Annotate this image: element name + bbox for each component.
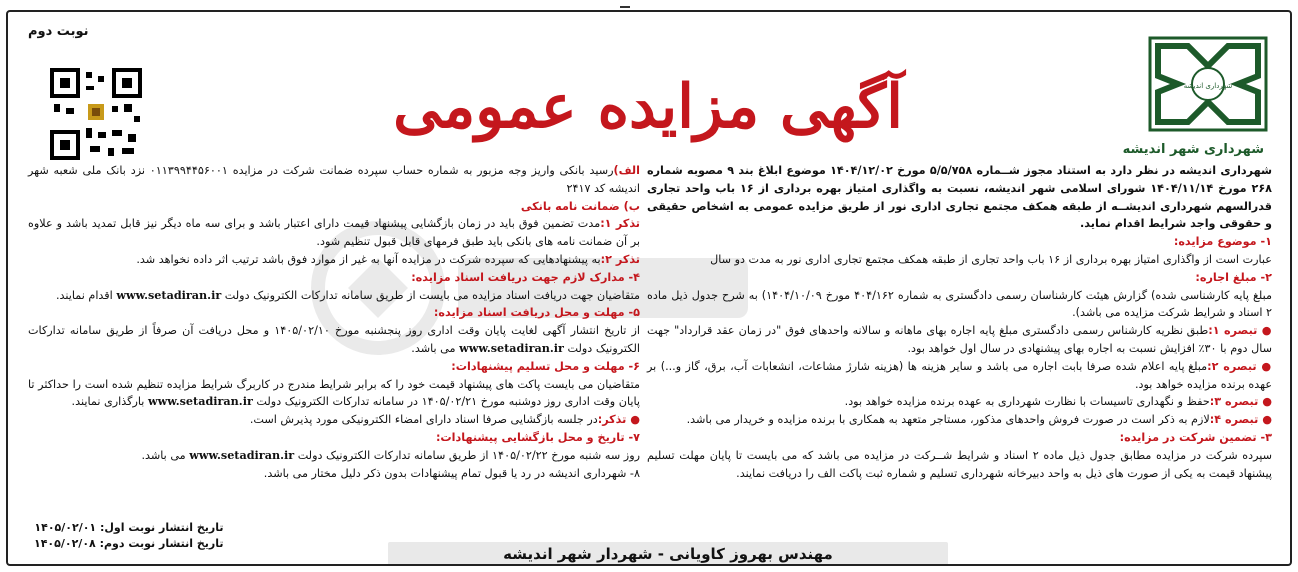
second-publication-date: تاریخ انتشار نوبت دوم: ۱۴۰۵/۰۲/۰۸ bbox=[34, 537, 224, 550]
reminder-1-label: تذکر ۱: bbox=[600, 217, 640, 231]
note-4 bbox=[647, 411, 1272, 429]
section-5-pre: از تاریخ انتشار آگهی لغایت پایان وقت اداری روز پنجشنبه مورخ ۱۴۰۵/۰۲/۱۰ و محل دریافت آن صرفاً از طریق سامانه تدارکات الکترونیک دولت bbox=[28, 324, 640, 355]
reminder-3-label: ● تذکر: bbox=[597, 413, 640, 427]
setadiran-link[interactable]: www.setadiran.ir bbox=[147, 394, 253, 409]
section-4-post: اقدام نمایند. bbox=[55, 288, 113, 302]
section-2-title: ۲- مبلغ اجاره: bbox=[1195, 270, 1272, 284]
note-3-label: ● تبصره ۳: bbox=[1209, 395, 1272, 409]
page-top-mark bbox=[620, 0, 630, 8]
publication-dates bbox=[34, 520, 224, 552]
note-1 bbox=[647, 322, 1272, 358]
section-8-text: ۸- شهرداری اندیشه در رد یا قبول تمام پیشنهادات بدون ذکر دلیل مختار می باشد. bbox=[263, 466, 640, 480]
reminder-1 bbox=[28, 215, 640, 251]
option-a-text: رسید بانکی واریز وجه مزبور به شماره حساب سپرده ضمانت شرکت در مزایده ۰۱۱۳۹۹۴۴۵۶۰۰۱ نزد بانک ملی شعبه شهر اندیشه کد ۲۴۱۷ bbox=[28, 164, 640, 195]
reminder-3-text: در جلسه بازگشایی صرفا اسناد دارای امضاء الکترونیکی مورد پذیرش است. bbox=[249, 413, 598, 427]
option-a-label: الف) bbox=[613, 164, 640, 177]
section-6-post: بارگذاری نمایند. bbox=[71, 395, 145, 409]
section-5-text bbox=[28, 322, 640, 358]
note-3 bbox=[647, 393, 1272, 411]
section-1-text: عبارت است از واگذاری امتیاز بهره برداری از ۱۶ باب واحد تجاری از طبقه همکف مجتمع تجاری اداری نور به مدت دو سال bbox=[710, 252, 1272, 266]
note-2 bbox=[647, 358, 1272, 394]
section-6-text bbox=[28, 376, 640, 412]
section-7-pre: روز سه شنبه مورخ ۱۴۰۵/۰۲/۲۲ از طریق سامانه تدارکات الکترونیک دولت bbox=[297, 448, 640, 462]
note-2-label: ● تبصره ۲: bbox=[1207, 359, 1272, 373]
right-column bbox=[647, 162, 1272, 482]
section-4-pre: متقاضیان جهت دریافت اسناد مزایده می بایست از طریق سامانه تدارکات الکترونیک دولت bbox=[224, 288, 640, 302]
org-name: شهرداری شهر اندیشه bbox=[1122, 142, 1264, 157]
section-5-title: ۵- مهلت و محل دریافت اسناد مزایده: bbox=[433, 306, 640, 320]
section-5-post: می باشد. bbox=[411, 341, 456, 355]
reminder-1-text: مدت تضمین فوق باید در زمان بازگشایی پیشنهاد قیمت دارای اعتبار باشد و برای سه ماه دیگر نیز قابل تمدید باشد و علاوه بر آن ضمانت نامه های بانکی باید طبق فرمهای قابل قبول تنظیم شود. bbox=[28, 217, 640, 249]
reminder-2 bbox=[28, 251, 640, 269]
option-a bbox=[28, 162, 640, 198]
reminder-3 bbox=[28, 411, 640, 429]
section-3-title: ۳- تضمین شرکت در مزایده: bbox=[1119, 430, 1272, 444]
qr-code-icon bbox=[50, 68, 142, 160]
note-1-label: ● تبصره ۱: bbox=[1208, 324, 1272, 338]
page-title: آگهی مزایده عمومی bbox=[393, 72, 903, 142]
section-6-title: ۶- مهلت و محل تسلیم پیشنهادات: bbox=[451, 359, 640, 373]
municipality-emblem-icon bbox=[1148, 36, 1268, 132]
reminder-2-text: به پیشنهادهایی که سپرده شرکت در مزایده آنها به غیر از موارد فوق باشد ترتیب اثر داده نخواهد شد. bbox=[136, 252, 601, 266]
section-7-text bbox=[28, 447, 640, 465]
reminder-2-label: تذکر ۲: bbox=[600, 252, 640, 266]
note-1-text: طبق نظریه کارشناس رسمی دادگستری مبلغ پایه اجاره بهای ماهانه و سالانه واحدهای فوق "در زمان عقد قرارداد" جهت سال دوم با ۳۰٪ افزایش نسبت به اجاره بهای پیشنهادی در سال اول خواهد بود. bbox=[647, 324, 1272, 355]
note-4-text: لازم به ذکر است در صورت فروش واحدهای مذکور، مستاجر متعهد به همکاری با برنده مزایده و خریدار می باشد. bbox=[686, 413, 1210, 427]
section-3-text: سپرده شرکت در مزایده مطابق جدول ذیل ماده ۲ اسناد و شرایط شــرکت در مزایده می باشد که می بایست تا پایان مهلت تسلیم پیشنهاد قیمت به یکی از صورت های ذیل به واحد دبیرخانه شهرداری تسلیم و شماره ثبت پاکت الف را دریافت نمایند. bbox=[647, 448, 1273, 480]
svg-text:شهرداری اندیشه: شهرداری اندیشه bbox=[1183, 82, 1233, 90]
section-6-pre: متقاضیان می بایست پاکت های پیشنهاد قیمت خود را که برابر شرایط مندرج در کاربرگ شرایط مزایده تنظیم شده است را حداکثر تا پایان وقت اداری روز دوشنبه مورخ ۱۴۰۵/۰۲/۲۱ در سامانه تدارکات الکترونیک دولت bbox=[28, 377, 640, 409]
left-column bbox=[28, 162, 640, 482]
intro-paragraph: شهرداری اندیشه در نظر دارد به استناد مجوز شــماره ۵/۵/۷۵۸ مورخ ۱۴۰۴/۱۲/۰۲ موضوع ابلاغ بند ۹ مصوبه شماره ۲۶۸ مورخ ۱۴۰۴/۱۱/۱۴ شورای اسلامی شهر اندیشه، نسبت به واگذاری امتیاز بهره برداری از ۱۶ باب واحد تجاری قدرالسهم شهرداری اندیشــه از طبقه همکف مجتمع تجاری اداری نور از طریق مزایده عمومی به اشخاص حقیقی و حقوقی واجد شرایط اقدام نماید. bbox=[647, 164, 1273, 231]
section-4-title: ۴- مدارک لازم جهت دریافت اسناد مزایده: bbox=[411, 270, 640, 284]
section-4-text bbox=[28, 287, 640, 305]
signature-bar: مهندس بهروز کاویانی - شهردار شهر اندیشه bbox=[388, 542, 948, 566]
first-publication-date: تاریخ انتشار نوبت اول: ۱۴۰۵/۰۲/۰۱ bbox=[34, 521, 224, 534]
option-b-label: ب) ضمانت نامه بانکی bbox=[520, 199, 640, 213]
turn-label: نوبت دوم bbox=[28, 24, 89, 39]
section-2-text: مبلغ پایه کارشناسی شده) گزارش هیئت کارشناسان رسمی دادگستری به شماره ۴۰۴/۱۶۲ مورخ ۱۴۰۴/۱۰/۰۹) به شرح جدول ذیل ماده ۲ اسناد و شرایط شرکت مزایده می باشد). bbox=[647, 288, 1272, 320]
setadiran-link[interactable]: www.setadiran.ir bbox=[459, 340, 564, 355]
ad-frame bbox=[6, 10, 1292, 566]
note-2-text: مبلغ پایه اعلام شده صرفا بابت اجاره می باشد و سایر هزینه ها (هزینه شارژ مشاعات، انشعابات آب، برق، گاز و...) بر عهده برنده مزایده خواهد بود. bbox=[647, 359, 1272, 391]
section-1-title: ۱- موضوع مزایده: bbox=[1173, 235, 1272, 249]
section-7-title: ۷- تاریخ و محل بازگشایی پیشنهادات: bbox=[435, 430, 640, 444]
setadiran-link[interactable]: www.setadiran.ir bbox=[189, 447, 295, 462]
note-3-text: حفظ و نگهداری تاسیسات با نظارت شهرداری به عهده برنده مزایده خواهد بود. bbox=[844, 395, 1210, 409]
note-4-label: ● تبصره ۴: bbox=[1209, 413, 1272, 427]
setadiran-link[interactable]: www.setadiran.ir bbox=[116, 287, 222, 302]
section-7-post: می باشد. bbox=[141, 448, 186, 462]
